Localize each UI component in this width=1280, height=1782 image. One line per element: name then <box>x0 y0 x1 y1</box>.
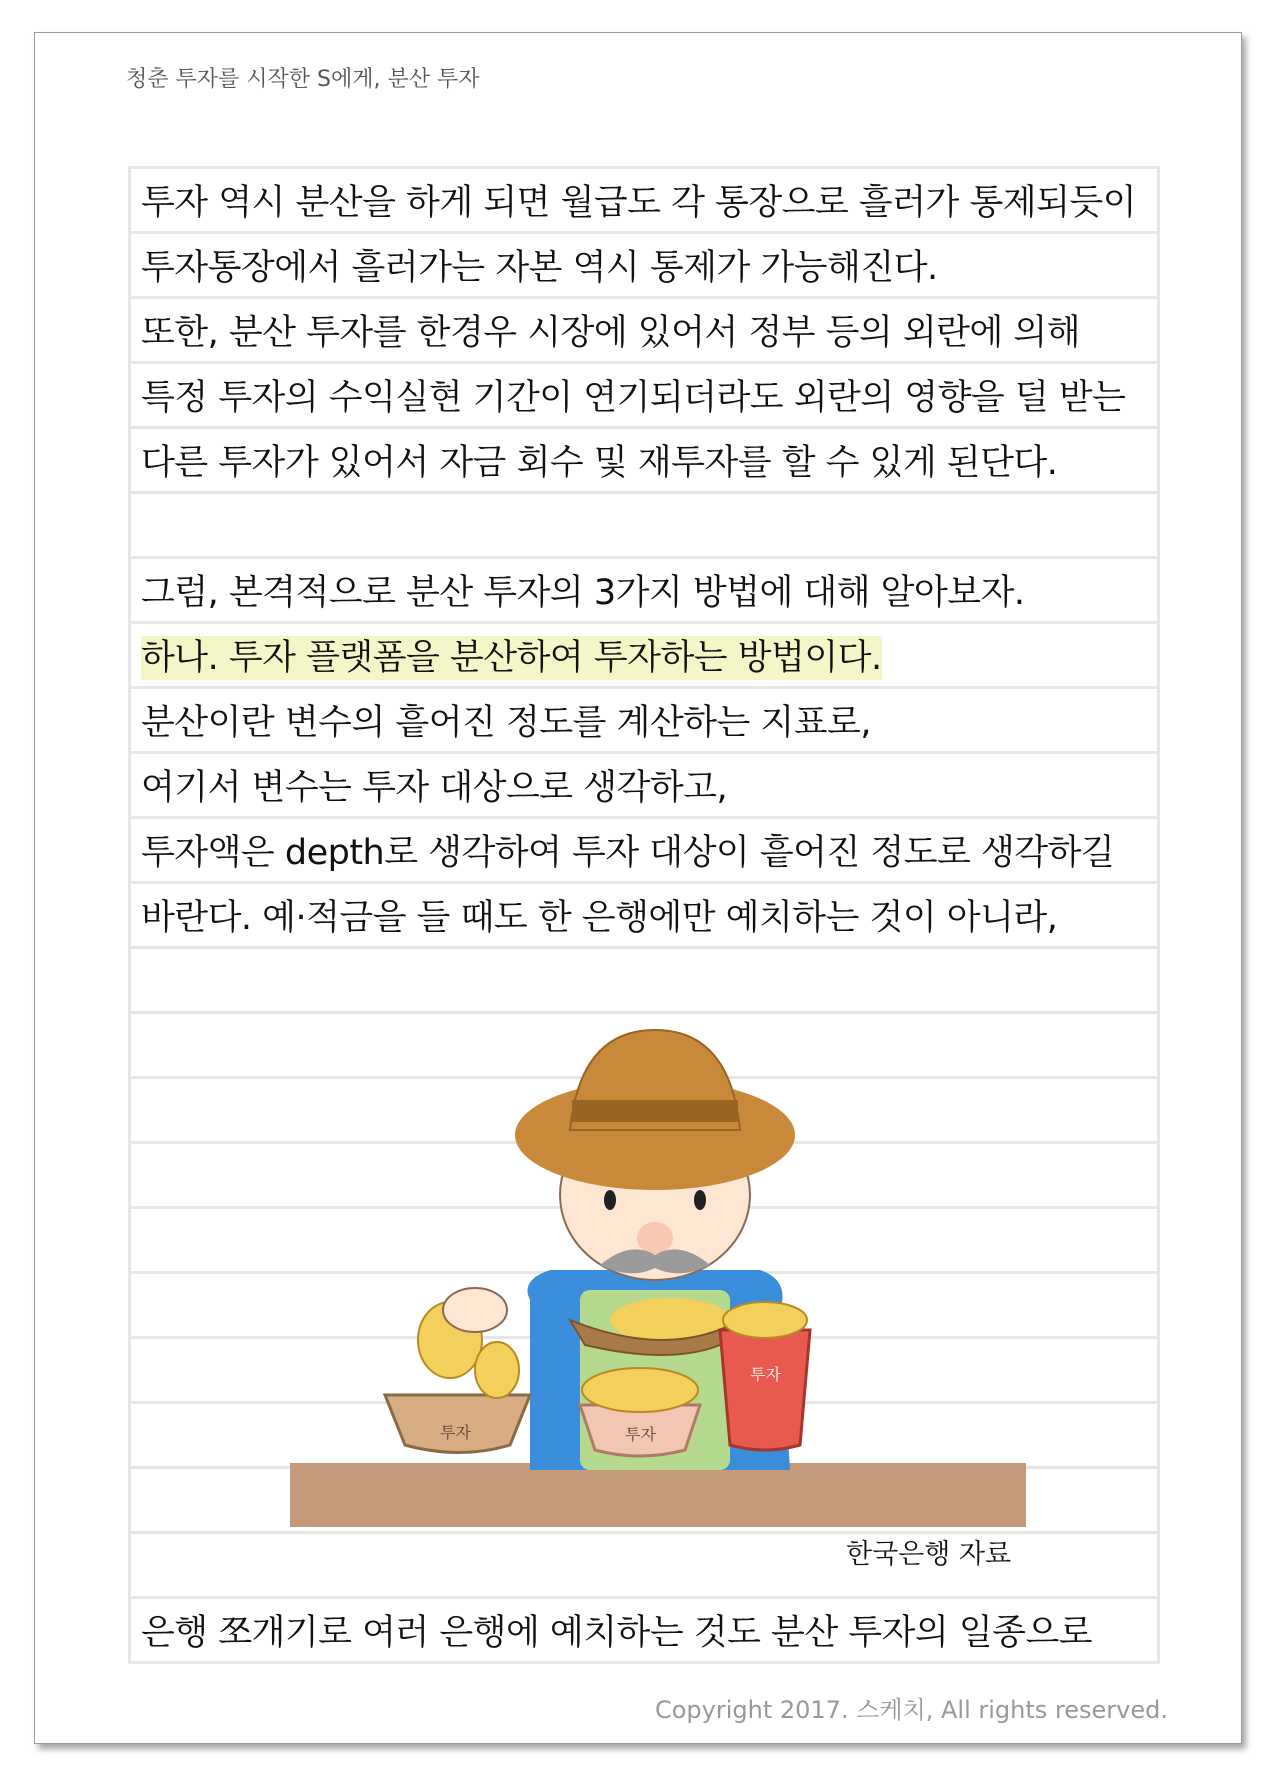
farmer-eggs-illustration <box>280 1000 1040 1540</box>
basket-eggs-middle <box>582 1368 698 1412</box>
red-bucket <box>720 1330 810 1450</box>
body-text: 다른 투자가 있어서 자금 회수 및 재투자를 할 수 있게 된단다. <box>141 443 1058 483</box>
bucket-label: 투자 <box>750 1365 781 1384</box>
farmer-hand-left <box>443 1288 507 1332</box>
body-text: 은행 쪼개기로 여러 은행에 예치하는 것도 분산 투자의 일종으로 <box>141 1613 1093 1653</box>
body-text: 투자통장에서 흘러가는 자본 역시 통제가 가능해진다. <box>141 248 938 288</box>
page-header-title: 청춘 투자를 시작한 S에게, 분산 투자 <box>126 67 480 92</box>
body-line <box>131 819 1157 884</box>
body-text: 투자액은 depth로 생각하여 투자 대상이 흩어진 정도로 생각하길 <box>141 833 1115 873</box>
body-text: 여기서 변수는 투자 대상으로 생각하고, <box>141 768 728 808</box>
body-text: 바란다. 예·적금을 들 때도 한 은행에만 예치하는 것이 아니라, <box>141 898 1058 938</box>
body-line <box>131 624 1157 689</box>
body-line <box>131 494 1157 559</box>
basket-label-left: 투자 <box>440 1423 471 1442</box>
table-surface <box>290 1463 1026 1527</box>
farmer-illustration-svg <box>280 1000 1040 1540</box>
body-text: 분산이란 변수의 흩어진 정도를 계산하는 지표로, <box>141 703 871 743</box>
body-line <box>131 559 1157 624</box>
basket-label-middle: 투자 <box>625 1425 656 1444</box>
right-eye <box>694 1190 706 1210</box>
image-caption: 한국은행 자료 <box>846 1539 1012 1570</box>
body-line <box>131 429 1157 494</box>
body-line <box>131 884 1157 949</box>
body-text: 또한, 분산 투자를 한경우 시장에 있어서 정부 등의 외란에 의해 <box>141 313 1081 353</box>
body-text: 특정 투자의 수익실현 기간이 연기되더라도 외란의 영향을 덜 받는 <box>141 378 1126 418</box>
body-line <box>131 169 1157 234</box>
highlighted-text: 하나. 투자 플랫폼을 분산하여 투자하는 방법이다. <box>141 638 882 678</box>
hat-band <box>572 1100 738 1122</box>
bucket-eggs <box>723 1302 807 1338</box>
left-eye <box>604 1190 616 1210</box>
body-text: 투자 역시 분산을 하게 되면 월급도 각 통장으로 흘러가 통제되듯이 <box>141 183 1137 223</box>
nose <box>637 1222 673 1254</box>
body-line <box>131 754 1157 819</box>
body-line <box>131 364 1157 429</box>
basket-egg <box>475 1342 519 1398</box>
body-line <box>131 234 1157 299</box>
body-line <box>131 1599 1157 1661</box>
body-text: 그럼, 본격적으로 분산 투자의 3가지 방법에 대해 알아보자. <box>141 573 1025 613</box>
copyright-footer: Copyright 2017. 스케치, All rights reserved. <box>654 1696 1168 1724</box>
body-line <box>131 299 1157 364</box>
body-line <box>131 689 1157 754</box>
